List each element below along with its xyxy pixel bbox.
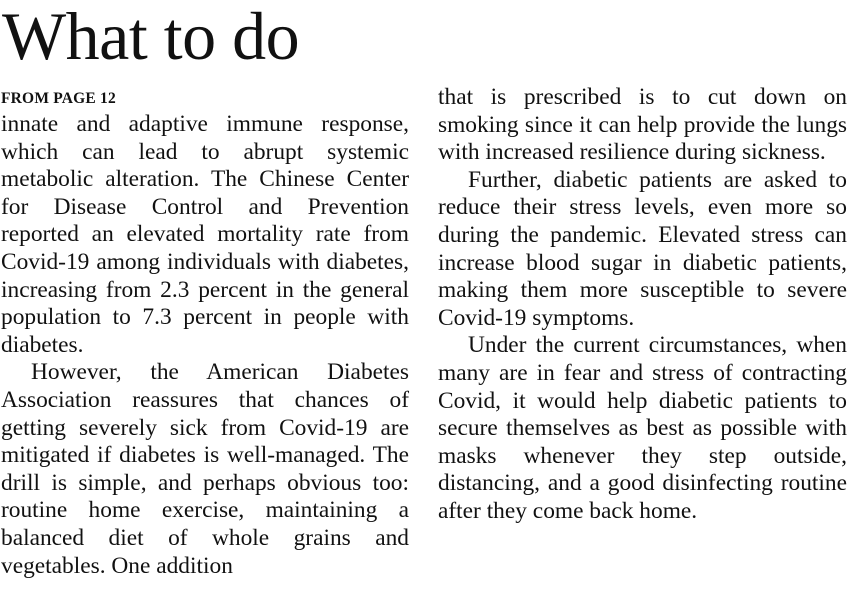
body-paragraph: that is prescribed is to cut down on smoking since it can help provide the lungs with increased resilience during sickness.: [438, 84, 847, 166]
continuation-kicker: FROM PAGE 12: [1, 90, 116, 107]
body-paragraph: Under the current circumstances, when many are in fear and stress of contracting Covid, it would help diabetic patients to secure themselves as best as possible with masks whenever they step outside, distancing, and a good disinfecting routine after they come back home.: [438, 332, 847, 524]
headline: What to do: [2, 0, 300, 74]
article-column-right: [438, 86, 847, 526]
body-paragraph: However, the American Diabetes Association reassures that chances of getting severely sick from Covid-19 are mitigated if diabetes is well-managed. The drill is simple, and perhaps obvious too: routine home exercise, maintaining a balanced diet of whole grains and vegetables. One addition: [1, 359, 409, 579]
body-paragraph: Further, diabetic patients are asked to reduce their stress levels, even more so during the pandemic. Elevated stress can increase blood sugar in diabetic patients, making them more susceptible to severe Covid-19 symptoms.: [438, 166, 847, 331]
body-paragraph: innate and adaptive immune response, which can lead to abrupt systemic metabolic alteration. The Chinese Center for Disease Control and Prevention reported an elevated mortality rate from Covid-19 among individuals with diabetes, increasing from 2.3 percent in the general population to 7.3 percent in people with diabetes.: [1, 111, 409, 358]
article-column-left: [1, 86, 409, 580]
